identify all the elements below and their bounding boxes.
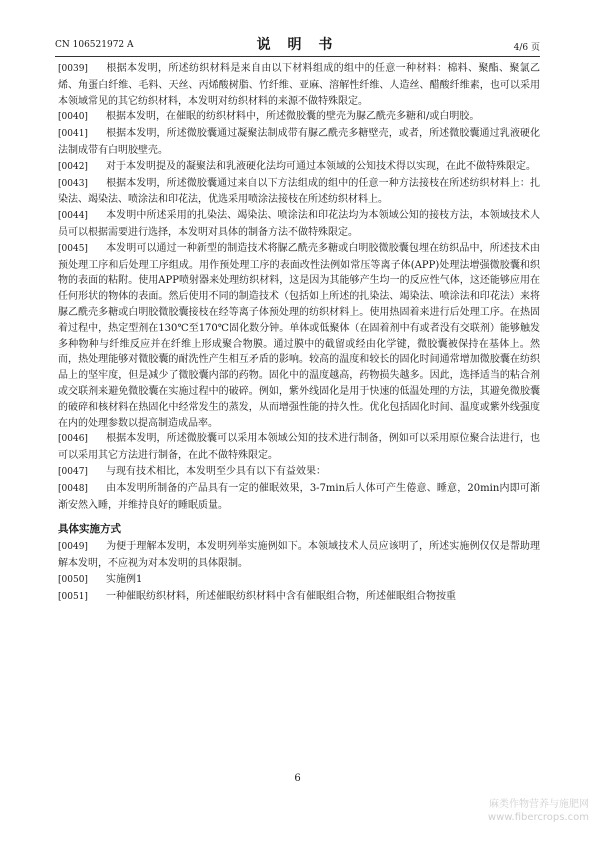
paragraph-text: 由本发明所制备的产品具有一定的催眠效果，3-7min后人体可产生倦意、睡意，20min内即可渐渐安然入睡，并维持良好的睡眠质量。	[58, 482, 540, 511]
section-heading: 具体实施方式	[58, 523, 121, 536]
paragraph	[58, 109, 540, 126]
paragraph-text: 为便于理解本发明，本发明列举实施例如下。本领域技术人员应该明了，所述实施例仅仅是帮助理解本发明，不应视为对本发明的具体限制。	[58, 541, 540, 569]
paragraph	[58, 464, 540, 481]
paragraph	[58, 61, 540, 109]
header-divider	[55, 56, 540, 57]
paragraph-text: 一种催眠纺织材料，所述催眠纺织材料中含有催眠组合物，所述催眠组合物按重	[106, 590, 456, 602]
paragraph	[58, 159, 540, 176]
paragraph	[58, 589, 540, 606]
watermark-url: www.fibercrops.com	[487, 812, 589, 823]
paragraph-group-description	[58, 61, 540, 513]
paragraph-number: [0040]	[58, 112, 88, 123]
page-title: 说 明 书	[256, 37, 339, 53]
watermark-site-name: 麻类作物营养与施肥网	[489, 799, 589, 810]
paragraph-number: [0042]	[58, 161, 88, 172]
paragraph-number: [0048]	[58, 483, 88, 494]
paragraph-text: 根据本发明，在催眠的纺织材料中，所述微胶囊的壁壳为脲乙酰壳多糖和/或白明胶。	[106, 111, 480, 123]
paragraph-number: [0046]	[58, 434, 88, 445]
paragraph-text: 本发明中所述采用的扎染法、竭染法、喷涂法和印花法均为本领域公知的接枝方法，本领域技术人员可以根据需要进行选择，本发明对具体的制备方法不做特殊限定。	[58, 210, 540, 238]
paragraph-number: [0041]	[58, 129, 88, 140]
paragraph-text: 根据本发明，所述微胶囊通过来自以下方法组成的组中的任意一种方法接枝在所述纺织材料上：扎染法、竭染法、喷涂法和印花法，优选采用喷涂法接枝在所述纺织材料上。	[58, 177, 540, 206]
paragraph-text: 本发明可以通过一种新型的制造技术将脲乙酰壳多糖或白明胶微胶囊包埋在纺织品中，所述技术由预处理工序和后处理工序组成。用作预处理工序的表面改性法例如常压等离子体(APP)处理法增强微胶囊和织物的表面的粘附。使用APP喷射器来处理纺织材料，这是因为其能够产生均一的反应性气体，这还能够应用在任何形状的物体的表面。然后使用不同的制造技术（包括如上所述的扎染法、竭染法、喷涂法和印花法）来将脲乙酰壳多糖或白明胶微胶囊接枝在经等离子体预处理的纺织材料上。使用热固着来进行后处理工序。在热固着过程中，热定型剂在130℃至170℃固化数分钟。单体或低聚体（在固着剂中有或者没有交联剂）能够触发多种物种与纤维反应并在纤维上形成聚合物膜。通过膜中的截留或经由化学键，微胶囊被保持在基体上。然而，热处理能够对微胶囊的耐洗性产生相互矛盾的影响。较高的温度和较长的固化时间通常增加微胶囊在纺织品上的坚牢度，但是减少了微胶囊内部的药物。固化中的温度越高，药物损失越多。因此，选择适当的粘合剂或交联剂来避免微胶囊在实施过程中的破碎。例如，紫外线固化是用于快速的低温处理的方法，其避免微胶囊的破碎和核材料在热固化中经常发生的蒸发，从而增强性能的持久性。优化包括固化时间、温度或紫外线强度在内的处理参数以提高制造成品率。	[58, 242, 540, 429]
paragraph-number: [0043]	[58, 178, 88, 189]
paragraph-text: 根据本发明，所述微胶囊可以采用本领域公知的技术进行制备，例如可以采用原位聚合法进行，也可以采用其它方法进行制备，在此不做特殊限定。	[58, 433, 540, 462]
paragraph-number: [0045]	[58, 243, 88, 254]
paragraph-text: 对于本发明提及的凝聚法和乳液硬化法均可通过本领域的公知技术得以实现，在此不做特殊限定。	[106, 160, 536, 172]
page-number: 6	[294, 773, 301, 784]
paragraph-number: [0047]	[58, 466, 88, 477]
document-body	[58, 61, 540, 605]
document-id: CN 106521972 A	[55, 40, 134, 50]
paragraph	[58, 176, 540, 209]
paragraph	[58, 572, 540, 589]
site-watermark	[488, 798, 589, 824]
paragraph-text: 根据本发明，所述纺织材料是来自由以下材料组成的组中的任意一种材料：棉料、聚酯、聚氯乙烯、角蛋白纤维、毛料、天丝、丙烯酸树脂、竹纤维、亚麻、溶解性纤维、人造丝、醋酸纤维素，也可以采用本领域常见的其它纺织材料，本发明对纺织材料的来源不做特殊限定。	[58, 63, 540, 107]
paragraph	[58, 431, 540, 464]
page-ratio: 4/6 页	[513, 43, 540, 53]
paragraph	[58, 481, 540, 514]
page-header	[55, 32, 540, 54]
paragraph-number: [0049]	[58, 542, 88, 553]
paragraph-number: [0039]	[58, 64, 88, 74]
paragraph	[58, 539, 540, 572]
paragraph-text: 与现有技术相比，本发明至少具有以下有益效果：	[106, 465, 326, 477]
paragraph-number: [0050]	[58, 574, 88, 585]
paragraph	[58, 241, 540, 432]
paragraph-number: [0044]	[58, 211, 88, 222]
paragraph-number: [0051]	[58, 591, 88, 602]
paragraph-text: 根据本发明，所述微胶囊通过凝聚法制成带有脲乙酰壳多糖壁壳，或者，所述微胶囊通过乳液硬化法制成带有白明胶壁壳。	[58, 128, 540, 156]
paragraph	[58, 208, 540, 241]
paragraph	[58, 126, 540, 159]
paragraph-text: 实施例1	[106, 573, 143, 585]
paragraph-group-embodiments	[58, 539, 540, 605]
